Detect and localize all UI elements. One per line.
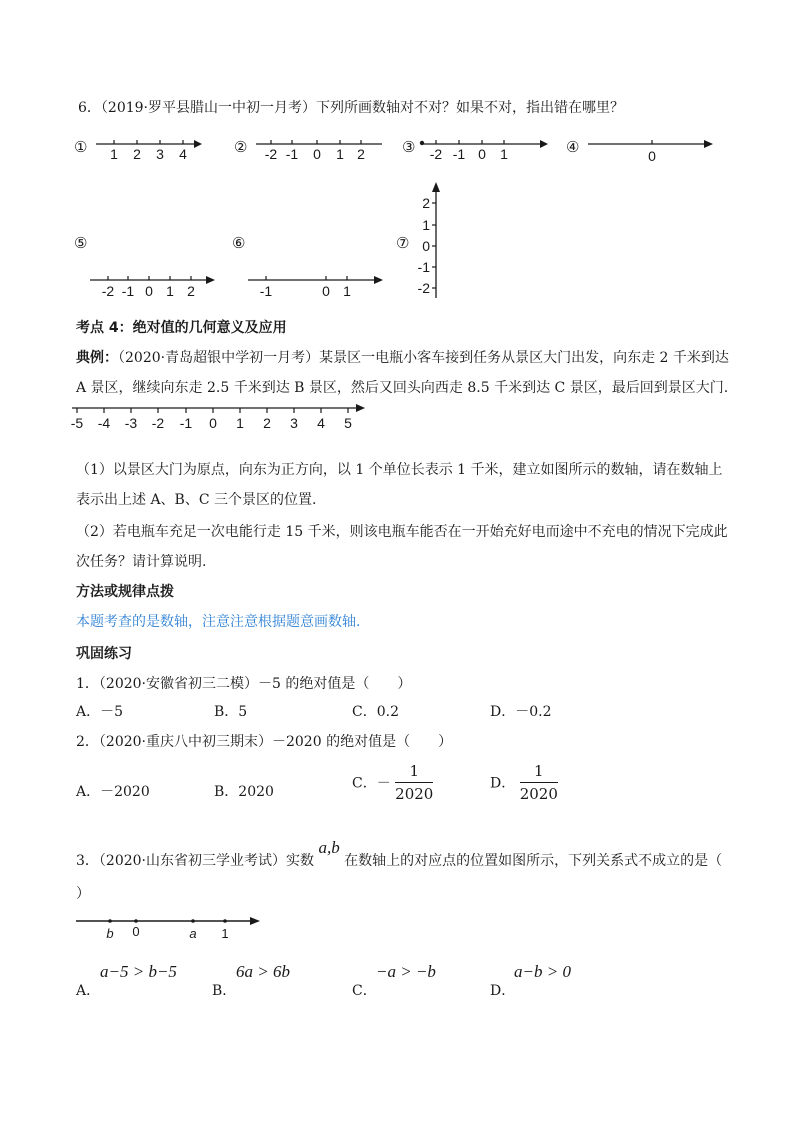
part1-line2: 表示出上述 A、B、C 三个景区的位置. — [76, 492, 317, 508]
fraction — [520, 760, 558, 805]
q1-option-a: A．－5 — [76, 704, 124, 720]
axis-mark-4: ④ — [566, 138, 580, 156]
tick-label: 3 — [156, 146, 164, 162]
part2-line1: （2）若电瓶车充足一次电能行走 15 千米，则该电瓶车能否在一开始充好电而途中不充电的情况下完成此 — [76, 524, 728, 540]
tick-label: 1 — [166, 283, 174, 299]
q3-variables: a,b — [318, 838, 340, 857]
axis-mark-6: ⑥ — [232, 234, 246, 252]
number-line-7-vertical — [412, 178, 448, 300]
number-line-4 — [586, 134, 716, 166]
q3-stem — [76, 838, 723, 871]
point-label: b — [106, 926, 114, 941]
q3-option-c — [352, 962, 492, 1002]
number-line-5 — [88, 272, 218, 302]
q3-option-b-letter: B． — [212, 983, 237, 999]
tick-label: 0 — [145, 283, 153, 299]
tick-label: 2 — [187, 283, 195, 299]
axis-mark-7: ⑦ — [396, 234, 410, 252]
q3-option-c-expr: −a > −b — [376, 962, 436, 981]
tick-label: -4 — [97, 415, 111, 431]
axis-mark-2: ② — [234, 138, 248, 156]
q3-option-d — [490, 962, 630, 1002]
tick-label: 1 — [500, 146, 508, 162]
q6-stem: 6．（2019·罗平县腊山一中初一月考）下列所画数轴对不对？如果不对，指出错在哪里？ — [78, 100, 624, 116]
number-line-example — [70, 402, 370, 436]
fraction-denominator: 2020 — [395, 785, 434, 803]
tick-label: 4 — [317, 415, 325, 431]
q3-option-d-letter: D． — [490, 983, 516, 999]
tick-label: -2 — [151, 415, 165, 431]
q1-option-b: B．5 — [214, 704, 248, 720]
tick-label: -1 — [417, 259, 430, 275]
number-line-1 — [94, 134, 204, 164]
q3-number-line — [74, 912, 264, 946]
q2-option-d — [490, 760, 558, 805]
point-label: 0 — [132, 924, 140, 939]
q3-option-b — [212, 962, 352, 1002]
fraction-denominator: 2020 — [519, 785, 558, 803]
tick-label: 1 — [336, 146, 344, 162]
method-text: 本题考查的是数轴，注意注意根据题意画数轴. — [76, 614, 361, 630]
tick-label: -3 — [124, 415, 138, 431]
number-line-3 — [418, 134, 553, 164]
tick-label: 0 — [313, 146, 321, 162]
q3-option-a-letter: A． — [76, 983, 101, 999]
tick-label: -1 — [179, 415, 193, 431]
tick-label: -2 — [429, 146, 443, 162]
number-line-2 — [254, 134, 384, 164]
example-label: 典例： — [76, 350, 118, 366]
q2-option-c — [352, 760, 433, 805]
number-line-6 — [246, 272, 386, 302]
q3-option-a-expr: a−5 > b−5 — [100, 962, 177, 981]
tick-label: 0 — [648, 148, 656, 164]
tick-label: -1 — [285, 146, 299, 162]
q2-option-d-prefix: D． — [490, 775, 516, 792]
axis-mark-1: ① — [74, 138, 88, 156]
tick-label: 4 — [179, 146, 187, 162]
q3-option-c-letter: C． — [352, 983, 377, 999]
part2-line2: 次任务？请计算说明. — [76, 554, 207, 570]
q3-option-d-expr: a−b > 0 — [514, 962, 571, 981]
axis-mark-3: ③ — [402, 138, 416, 156]
tick-label: -2 — [417, 280, 430, 296]
tick-label: -1 — [259, 283, 273, 299]
section-heading-point4: 考点 4：绝对值的几何意义及应用 — [76, 320, 287, 336]
point-label: 1 — [221, 926, 229, 941]
tick-label: 0 — [422, 238, 430, 254]
axis-mark-5: ⑤ — [74, 234, 88, 252]
part1-line1: （1）以景区大门为原点，向东为正方向，以 1 个单位长表示 1 千米，建立如图所示的数轴，请在数轴上 — [76, 462, 723, 478]
tick-label: -5 — [70, 415, 84, 431]
q3-option-b-expr: 6a > 6b — [236, 962, 290, 981]
q3-option-a — [76, 962, 216, 1002]
example-text-line1: （2020·青岛超银中学初一月考）某景区一电瓶小客车接到任务从景区大门出发，向东走 2 千米到达 — [118, 350, 729, 366]
tick-label: 1 — [110, 146, 118, 162]
tick-label: 0 — [209, 415, 217, 431]
fraction — [395, 760, 433, 805]
tick-label: 0 — [478, 146, 486, 162]
practice-heading: 巩固练习 — [76, 646, 132, 662]
tick-label: -2 — [264, 146, 278, 162]
tick-label: 5 — [344, 415, 352, 431]
q1-option-c: C．0.2 — [352, 704, 399, 720]
tick-label: 2 — [133, 146, 141, 162]
tick-label: 1 — [343, 283, 351, 299]
tick-label: 1 — [422, 217, 430, 233]
q2-option-a: A．－2020 — [76, 784, 150, 800]
fraction-numerator: 1 — [520, 760, 558, 783]
q3-stem-part2: 在数轴上的对应点的位置如图所示，下列关系式不成立的是（ — [344, 853, 723, 869]
q2-option-c-prefix: C．－ — [352, 775, 391, 792]
tick-label: 2 — [422, 195, 430, 211]
tick-label: -2 — [101, 283, 115, 299]
q1-stem: 1．（2020·安徽省初三二模）－5 的绝对值是（ ） — [76, 676, 412, 692]
tick-label: 2 — [263, 415, 271, 431]
tick-label: 0 — [322, 283, 330, 299]
example-text-line2: A 景区，继续向东走 2.5 千米到达 B 景区，然后又回头向西走 8.5 千米到达 C 景区，最后回到景区大门. — [76, 380, 729, 396]
q2-stem: 2．（2020·重庆八中初三期末）－2020 的绝对值是（ ） — [76, 734, 453, 750]
tick-label: 2 — [357, 146, 365, 162]
q3-stem-close: ） — [76, 886, 90, 902]
tick-label: 1 — [236, 415, 244, 431]
tick-label: -1 — [452, 146, 466, 162]
tick-label: -1 — [121, 283, 135, 299]
q1-option-d: D．－0.2 — [490, 704, 552, 720]
q3-stem-part1: 3．（2020·山东省初三学业考试）实数 — [76, 853, 314, 869]
q2-option-b: B．2020 — [214, 784, 274, 800]
point-label: a — [189, 926, 197, 941]
tick-label: 3 — [290, 415, 298, 431]
method-heading: 方法或规律点拨 — [76, 584, 174, 600]
fraction-numerator: 1 — [395, 760, 433, 783]
